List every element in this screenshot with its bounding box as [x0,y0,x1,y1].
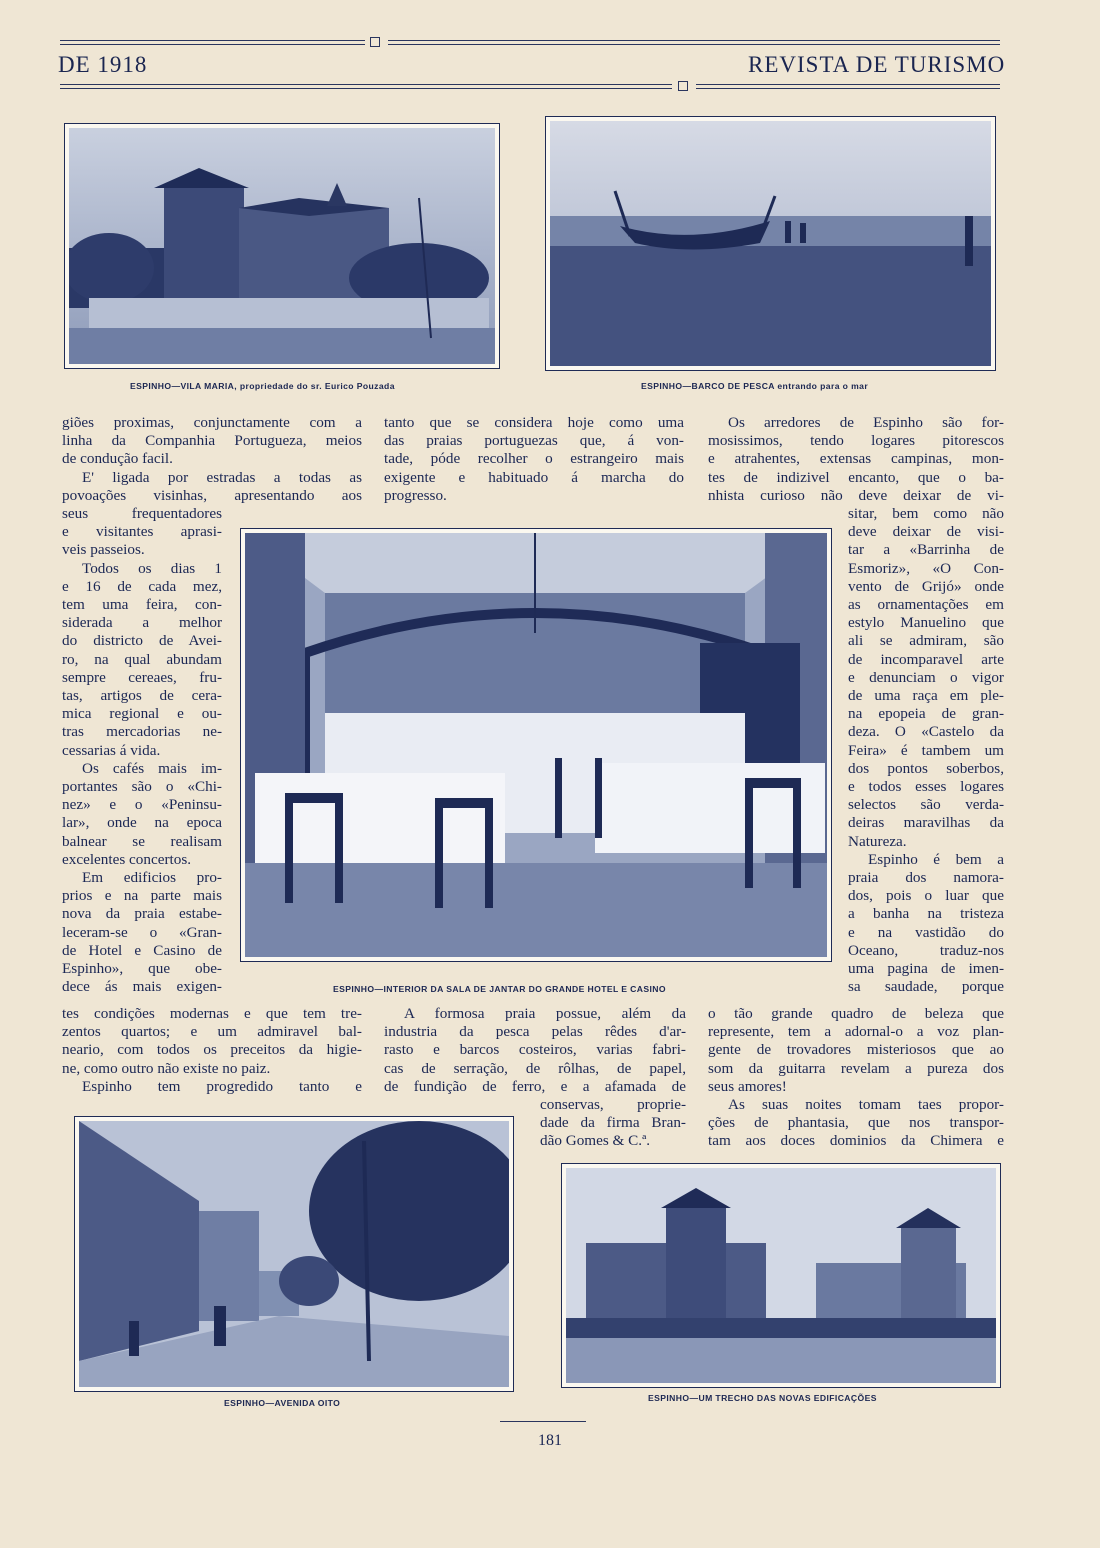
header-date: DE 1918 [58,52,148,77]
text-line: Os arredores de Espinho são for- [728,414,1004,431]
text-line: As suas noites tomam taes propor- [728,1096,1004,1114]
header-rule-top-right [388,40,1000,45]
text-line: deiras maravilhas da [848,814,1004,832]
text-line: excelentes concertos. [62,850,192,868]
text-line: seus amores! [708,1077,787,1095]
text-line: dão Gomes & C.ª. [540,1132,651,1150]
text-line: o tão grande quadro de beleza que [708,1005,1004,1022]
text-line: praia dos namora- [848,869,1004,887]
column-3-bottom-text [708,1005,1004,1151]
text-line: povoações visinhas, apresentando aos [62,486,362,504]
text-line: balnear se realisam [62,832,222,850]
text-line: deza. O «Castelo da [848,723,1004,741]
photo-novas-edificacoes [561,1163,1001,1388]
header-ornament-bottom [678,81,688,91]
text-line: e 16 de cada mez, [62,577,222,595]
photo-barco-de-pesca [545,116,996,371]
text-line: Espinho», que obe- [62,960,222,978]
text-line: linha da Companhia Portugueza, meios [62,432,362,450]
text-line: mosissimos, tendo logares pitorescos [708,432,1004,450]
column-2-top-text [384,414,684,505]
text-line: prios e na parte mais [62,887,222,905]
header-rule-bottom-left [60,84,672,89]
footer-rule [500,1421,586,1422]
text-line: Esmoriz», «O Con- [848,559,1004,577]
text-line: ne, como outro não existe no paiz. [62,1059,271,1077]
text-line: Espinho é bem a [868,850,1004,868]
text-line: E' ligada por estradas a todas as [82,468,362,486]
text-line: dade da firma Bran- [540,1114,686,1132]
text-line: Todos os dias 1 [82,559,222,577]
text-line: nhista curioso não deve deixar de vi- [708,486,1004,504]
text-line: de fundição de ferro, e a afamada de [384,1077,686,1095]
text-line: a banha na tristeza [848,905,1004,923]
caption-avenida-oito: ESPINHO—AVENIDA OITO [224,1398,341,1408]
text-line: de Hotel e Casino de [62,941,222,959]
text-line: tes condições modernas e que tem tre- [62,1005,362,1022]
header-magazine-title: REVISTA DE TURISMO [748,52,1006,77]
text-line: estylo Manuelino que [848,614,1004,632]
text-line: neario, com todos os preceitos da higie- [62,1041,362,1059]
column-1-top-text [62,414,362,505]
text-line: Os cafés mais im- [82,759,222,777]
text-line: tar a «Barrinha de [848,541,1004,559]
text-line: Feira» é tambem um [848,741,1004,759]
text-line: som da guitarra revelam a pureza dos [708,1059,1004,1077]
text-line: tas, artigos de cera- [62,687,222,705]
text-line: ções de phantasia, que nos transpor- [708,1114,1004,1132]
text-line: giões proximas, conjunctamente com a [62,414,362,431]
text-line: das praias portuguezas que, á von- [384,432,684,450]
text-line: lar», onde na epoca [62,814,222,832]
text-line: mica regional e ou- [62,705,222,723]
text-line: dos, pois o luar que [848,887,1004,905]
text-line: de condução facil. [62,450,173,468]
column-2-bottom-text [384,1005,686,1096]
text-line: cas de serração, de rôlhas, de papel, [384,1059,686,1077]
text-line: e atrahentes, extensas campinas, mon- [708,450,1004,468]
column-2-narrow-text [540,1096,686,1151]
text-line: e denunciam o vigor [848,668,1004,686]
header-ornament-top [370,37,380,47]
text-line: as ornamentações em [848,596,1004,614]
column-1-narrow-text [62,505,222,996]
caption-barco-de-pesca: ESPINHO—BARCO DE PESCA entrando para o mar [641,381,869,391]
text-line: ali se admiram, são [848,632,1004,650]
text-line: seus frequentadores [62,505,222,522]
text-line: tras mercadorias ne- [62,723,222,741]
text-line: represente, tem a adornal-o a voz plan- [708,1023,1004,1041]
text-line: vento de Grijó» onde [848,577,1004,595]
text-line: dece ás mais exigen- [62,978,222,996]
text-line: progresso. [384,486,447,504]
text-line: Oceano, traduz-nos [848,941,1004,959]
text-line: veis passeios. [62,541,145,559]
caption-sala-de-jantar: ESPINHO—INTERIOR DA SALA DE JANTAR DO GRANDE HOTEL E CASINO [333,984,666,994]
text-line: e visitantes aprasi- [62,523,222,541]
text-line: e todos esses logares [848,778,1004,796]
photo-sala-de-jantar [240,528,832,962]
text-line: tam aos doces dominios da Chimera e [708,1132,1004,1150]
text-line: siderada a melhor [62,614,222,632]
column-3-top-text [708,414,1004,505]
page-number: 181 [538,1432,562,1449]
text-line: sempre cereaes, fru- [62,668,222,686]
text-line: Natureza. [848,832,907,850]
text-line: de uma raça em ple- [848,687,1004,705]
text-line: nova da praia estabe- [62,905,222,923]
text-line: rasto e barcos costeiros, varias fabri- [384,1041,686,1059]
text-line: tes de indizivel encanto, que o ba- [708,468,1004,486]
text-line: gente de trovadores misteriosos que ao [708,1041,1004,1059]
caption-vila-maria: ESPINHO—VILA MARIA, propriedade do sr. Eurico Pouzada [130,381,395,391]
text-line: de incomparavel arte [848,650,1004,668]
text-line: sa saudade, porque [848,978,1004,996]
text-line: cessarias á vida. [62,741,161,759]
text-line: tanto que se considera hoje como uma [384,414,684,431]
header-rule-bottom-right [696,84,1000,89]
header-rule-top-left [60,40,365,45]
column-1-bottom-text [62,1005,362,1096]
text-line: A formosa praia possue, além da [404,1005,686,1022]
text-line: tade, póde recolher o estrangeiro mais [384,450,684,468]
text-line: uma pagina de imen- [848,960,1004,978]
text-line: leceram-se o «Gran- [62,923,222,941]
text-line: nez» e o «Peninsu- [62,796,222,814]
text-line: do districto de Avei- [62,632,222,650]
photo-avenida-oito [74,1116,514,1392]
text-line: na epopeia de gran- [848,705,1004,723]
text-line: zentos quartos; e um admiravel bal- [62,1023,362,1041]
text-line: industria da pesca pelas rêdes d'ar- [384,1023,686,1041]
text-line: e na vastidão do [848,923,1004,941]
text-line: Em edificios pro- [82,869,222,887]
text-line: sitar, bem como não [848,505,1004,522]
photo-vila-maria [64,123,500,369]
text-line: conservas, proprie- [540,1096,686,1113]
text-line: portantes são o «Chi- [62,778,222,796]
text-line: ro, na qual abundam [62,650,222,668]
caption-novas-edificacoes: ESPINHO—UM TRECHO DAS NOVAS EDIFICAÇÕES [648,1393,877,1403]
text-line: tem uma feira, con- [62,596,222,614]
column-3-narrow-text [848,505,1004,996]
text-line: exigente e habituado á marcha do [384,468,684,486]
text-line: Espinho tem progredido tanto e [82,1077,362,1095]
text-line: selectos são verda- [848,796,1004,814]
text-line: deve deixar de visi- [848,523,1004,541]
text-line: dos pontos soberbos, [848,759,1004,777]
